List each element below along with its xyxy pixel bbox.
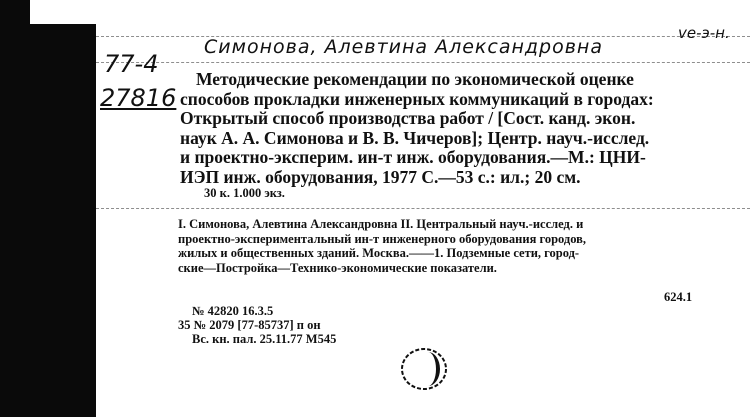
price-and-print-run: 30 к. 1.000 экз. bbox=[204, 186, 285, 200]
classification-code: 624.1 bbox=[664, 290, 693, 304]
handwritten-inventory-number: 27816 bbox=[100, 84, 177, 112]
subject-line: ские—Постройка—Технико-экономические показатели. bbox=[178, 260, 497, 275]
registration-line: № 42820 16.3.5 bbox=[192, 304, 274, 318]
handwritten-shelf-mark: 77-4 bbox=[104, 50, 159, 78]
description-line: наук А. А. Симонова и В. В. Чичеров]; Центр. науч.-исслед. bbox=[180, 127, 650, 148]
subject-line: жилых и общественных зданий. Москва.——1. Подземные сети, город- bbox=[178, 246, 580, 260]
description-line: Открытый способ производства работ / [Сост. канд. экон. bbox=[180, 108, 636, 128]
scan-left-margin bbox=[0, 0, 96, 417]
bibliographic-description bbox=[180, 70, 700, 187]
punch-hole-stamp-icon bbox=[398, 346, 450, 392]
subject-line: проектно-экспериментальный ин-т инженерного оборудования городов, bbox=[178, 231, 587, 246]
registration-line: Вс. кн. пал. 25.11.77 М545 bbox=[192, 332, 337, 346]
card-ruling bbox=[96, 208, 750, 209]
description-line: и проектно-эксперим. ин-т инж. оборудования.—М.: ЦНИ- bbox=[180, 147, 646, 167]
margin-notch bbox=[30, 0, 96, 24]
registration-line: 35 № 2079 [77-85737] п он bbox=[178, 318, 321, 332]
handwritten-corner-note: ve-э-н. bbox=[678, 24, 730, 42]
description-line: способов прокладки инженерных коммуникаций в городах: bbox=[180, 88, 654, 109]
registration-block bbox=[178, 304, 336, 346]
description-line: ИЭП инж. оборудования, 1977 С.—53 с.: ил.; 20 см. bbox=[180, 166, 581, 187]
description-line: Методические рекомендации по экономической оценке bbox=[196, 69, 634, 89]
handwritten-author-heading: Симонова, Алевтина Александровна bbox=[204, 36, 603, 58]
subject-line: I. Симонова, Алевтина Александровна II. Центральный науч.-исслед. и bbox=[178, 217, 584, 231]
subject-headings bbox=[178, 217, 700, 275]
card-ruling bbox=[96, 62, 750, 63]
